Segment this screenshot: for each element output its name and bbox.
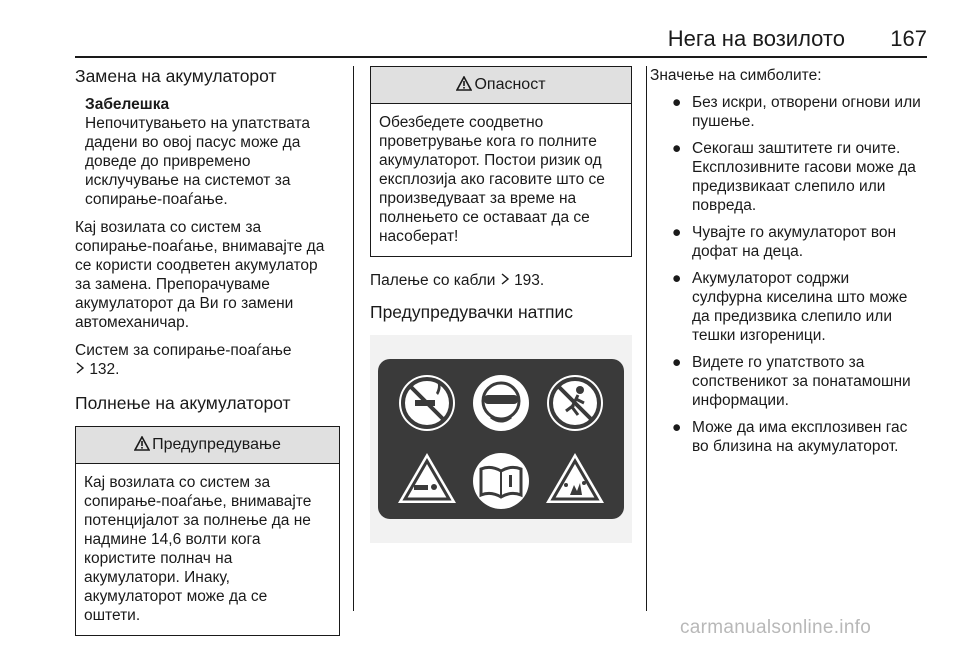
danger-title: Опасност [474,76,546,93]
paragraph-stop-start: Кај возилата со систем за сопирање-поаѓање, внимавајте да се користи соодветен акумулатор за замена. Препорачуваме акумулаторот да Ви го замени автомеханичар. [75,219,325,331]
list-item: ● Чувајте го акумулаторот вон дофат на деца. [672,224,897,260]
battery-warning-label-image [370,335,632,543]
note-block [75,95,340,209]
arrow-reference-icon [500,272,510,289]
bullet-icon: ● [672,419,682,436]
arrow-reference-icon [75,361,85,378]
symbols-intro: Значење на симболите: [650,67,822,84]
note-line: Непочитувањето на упатствата [85,115,311,132]
warning-box [75,426,340,636]
watermark: carmanualsonline.info [680,617,872,638]
list-item: ● Може да има експлозивен гас во близина на акумулаторот. [672,419,908,455]
note-line: исклучување на системот за [85,172,291,189]
note-line: доведе до привремено [85,153,251,170]
bullet-icon: ● [672,94,682,111]
danger-box [370,66,632,257]
warning-triangle-icon [134,436,150,456]
list-item: ● Видете го упатството за сопственикот за понатамошни информации. [672,354,911,409]
warning-triangle-icon [456,76,472,96]
section-heading-battery-replacement: Замена на акумулаторот [75,66,277,86]
paragraph-reference: Систем за сопирање-поаѓање 132. [75,342,292,378]
page-number: 167 [890,26,927,51]
danger-box-body: Обезбедете соодветно проветрување кога го полните акумулаторот. Постои ризик од експлозија ако гасовите што се произведуваат за време на полнењето се оставаат да се насоберат! [379,114,605,245]
paragraph-jump-start: Палење со кабли 193. [370,272,545,289]
list-item: ● Без искри, отворени огнови или пушење. [672,94,921,130]
note-title: Забелешка [85,96,170,113]
note-line: дадени во овој пасус може да [85,134,301,151]
list-item: ● Секогаш заштитете ги очите. Експлозивните гасови може да предизвикаат слепило или повреда. [672,140,916,214]
column-right [650,66,930,464]
section-heading-warning-label: Предупредувачки натпис [370,302,574,322]
column-middle [370,66,632,543]
warning-box-body: Кај возилата со систем за сопирање-поаѓање, внимавајте потенцијалот за полнење да не надмине 14,6 волти кога користите полнач на акумулатори. Инаку, акумулаторот може да се оштети. [84,474,312,624]
reference-link[interactable]: 193. [500,272,544,289]
bullet-icon: ● [672,224,682,241]
section-heading-battery-charging: Полнење на акумулаторот [75,393,291,413]
warning-title: Предупредување [152,436,281,453]
read-manual-icon [473,453,529,509]
column-left [75,66,340,648]
page-title: Нега на возилото [667,26,845,51]
bullet-icon: ● [672,140,682,157]
note-line: сопирање-поаѓање. [85,191,228,208]
column-divider [646,66,647,611]
keep-away-children-icon [547,375,603,431]
danger-box-header [371,67,631,104]
bullet-icon: ● [672,354,682,371]
column-divider [353,66,354,611]
eye-protection-icon [473,375,529,431]
warning-box-header [76,427,339,464]
no-fire-icon [399,375,455,431]
bullet-icon: ● [672,270,682,287]
page-header [75,26,927,54]
symbols-list [650,93,930,456]
list-item: ● Акумулаторот содржи сулфурна киселина што може да предизвика слепило или тешки изгореници. [672,270,908,344]
header-rule [75,56,927,58]
reference-link[interactable]: 132. [75,361,119,378]
